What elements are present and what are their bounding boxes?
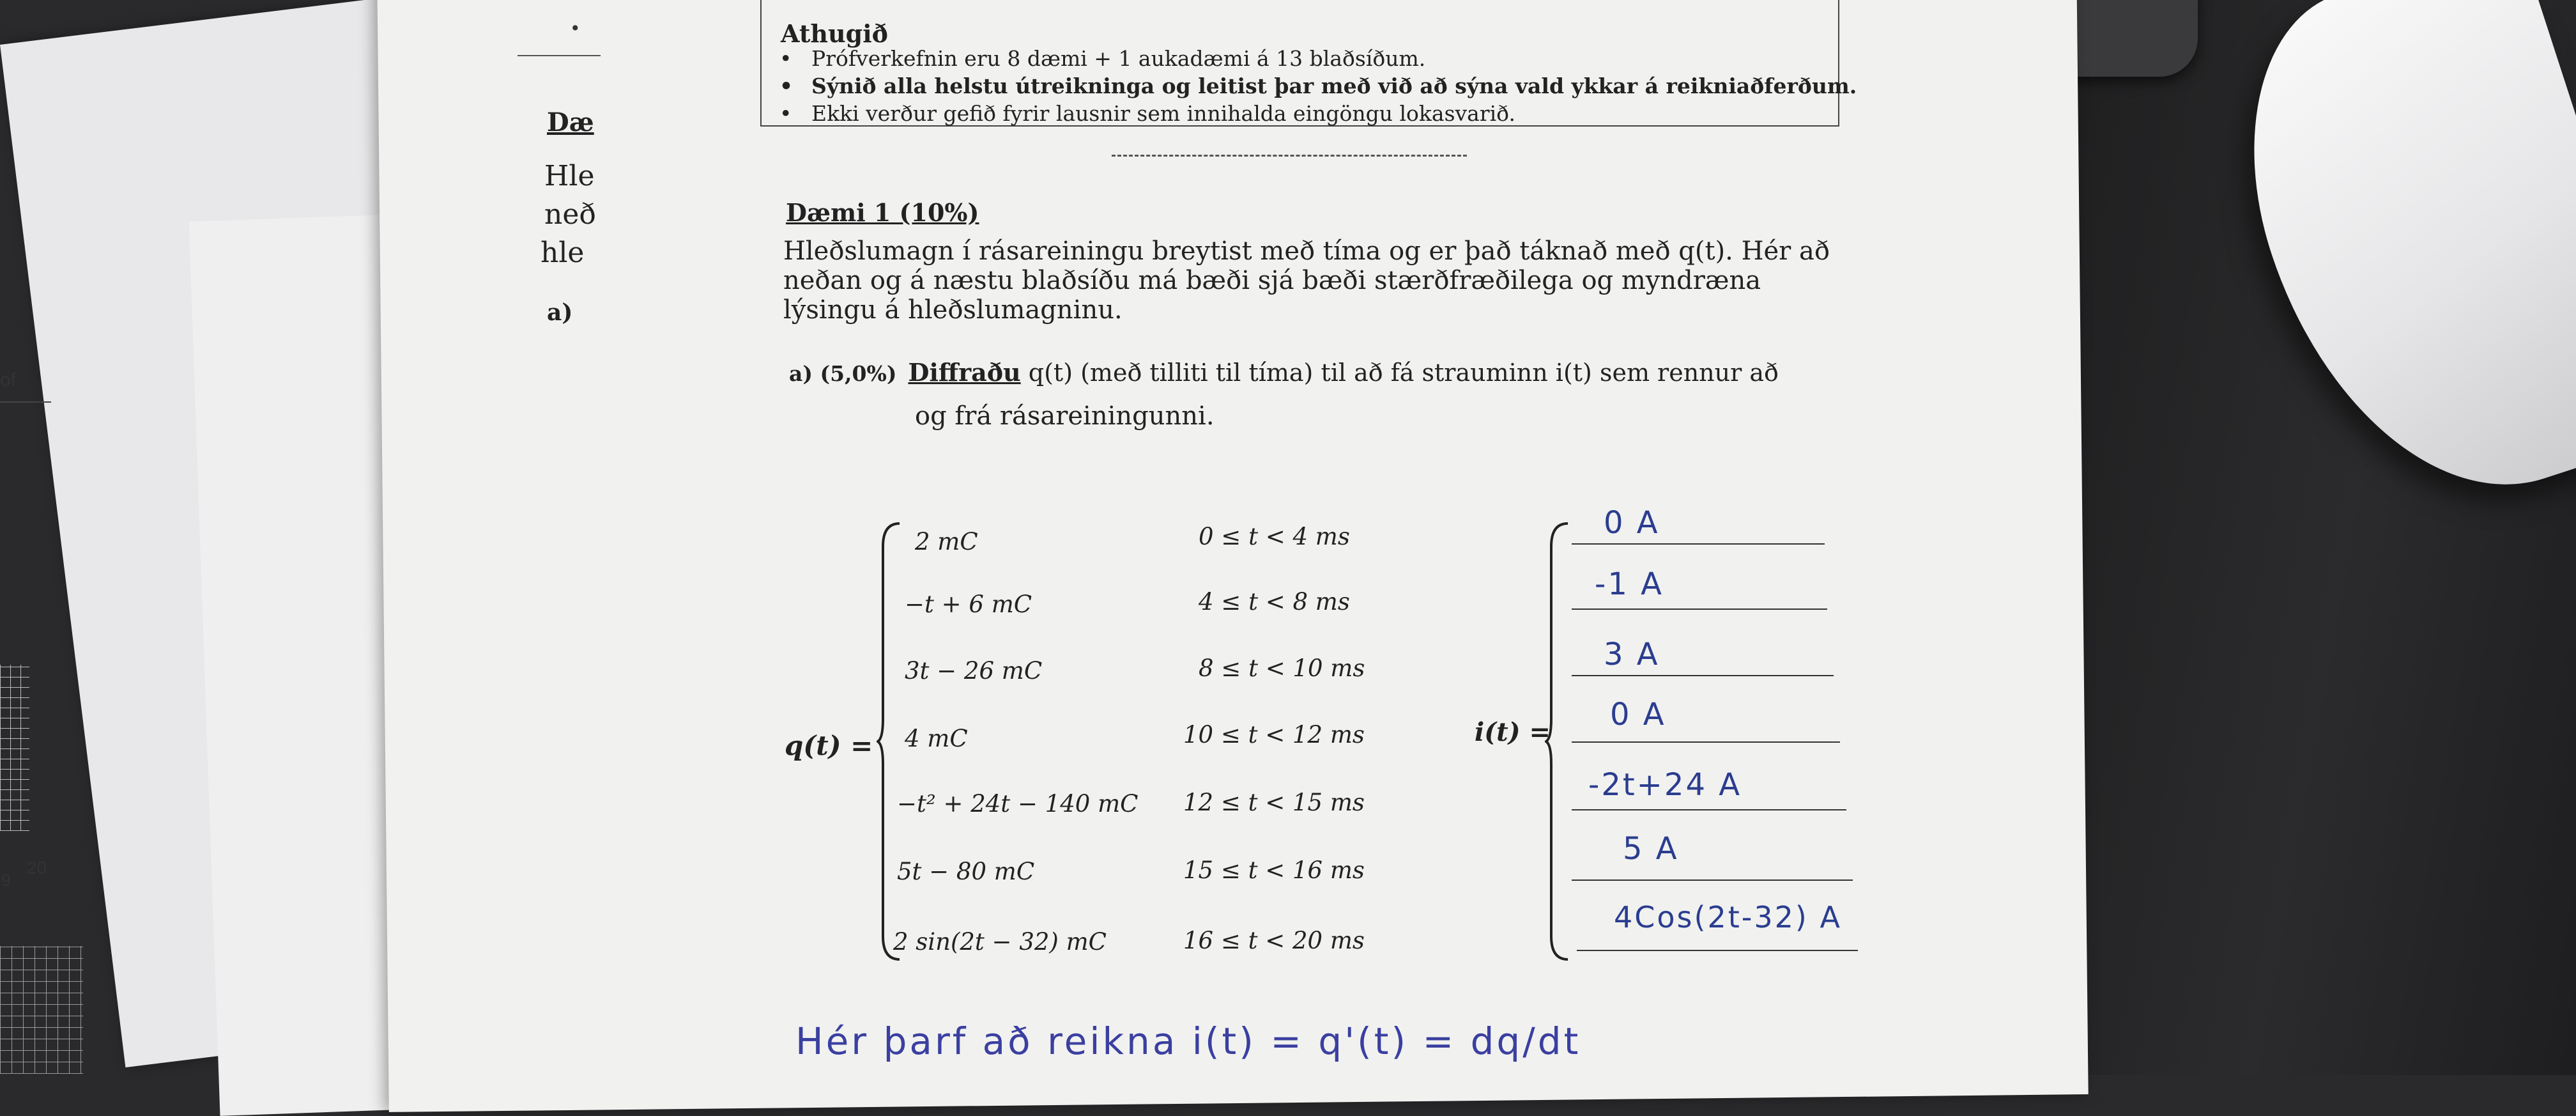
notice-bullet: • Sýnið alla helstu útreikninga og leitist þar með við að sýna vald ykkar á reikniaðferðum. xyxy=(811,72,1857,100)
answer-line xyxy=(1577,950,1858,951)
header-rule xyxy=(518,0,601,56)
q-piece-condition: 0 ≤ t < 4 ms xyxy=(1199,523,1350,550)
cut-text-fragment: Hle xyxy=(544,160,595,192)
q-piece-expression: 4 mC xyxy=(905,725,968,752)
notice-bullets xyxy=(811,45,1857,127)
dashed-rule xyxy=(1112,155,1467,157)
handwritten-answer: -2t+24 A xyxy=(1588,767,1742,803)
q-function-label: q(t) = xyxy=(785,730,873,761)
q-piece-expression: 2 mC xyxy=(915,528,978,555)
exercise-description: Hleðslumagn í rásareiningu breytist með tíma og er það táknað með q(t). Hér að neðan og á næstu blaðsíðu má bæði sjá bæði stærðfræðilega og myndræna lýsingu á hleðslumagninu. xyxy=(783,236,1830,325)
q-piece-expression: −t + 6 mC xyxy=(905,591,1032,618)
q-piece-condition: 12 ≤ t < 15 ms xyxy=(1183,789,1365,816)
answer-line xyxy=(1572,543,1825,545)
answer-line xyxy=(1572,880,1853,881)
handwritten-answer: 0 A xyxy=(1610,697,1666,732)
q-piece-expression: 3t − 26 mC xyxy=(905,657,1043,685)
part-a-text-continued: og frá rásareiningunni. xyxy=(915,401,1215,431)
paper-fragment-text: of xyxy=(0,369,17,391)
graph-paper-strip xyxy=(0,665,29,831)
q-piece-expression: 2 sin(2t − 32) mC xyxy=(893,928,1107,956)
part-a-verb: Diffraðu xyxy=(908,358,1021,387)
q-piece-condition: 16 ≤ t < 20 ms xyxy=(1183,927,1365,954)
q-left-brace xyxy=(877,521,902,962)
answer-line xyxy=(1572,675,1834,676)
q-piece-expression: 5t − 80 mC xyxy=(897,858,1035,885)
q-piece-condition: 4 ≤ t < 8 ms xyxy=(1199,588,1350,616)
cut-text-fragment: neð xyxy=(544,198,596,231)
handwritten-answer: 0 A xyxy=(1604,505,1660,541)
part-a-text: q(t) (með tilliti til tíma) til að fá strauminn i(t) sem rennur að xyxy=(1020,359,1779,387)
cut-part-label: a) xyxy=(547,299,573,326)
answer-line xyxy=(1572,741,1840,743)
answer-line xyxy=(1572,608,1827,610)
paper-fragment-line xyxy=(0,401,51,403)
q-piece-condition: 8 ≤ t < 10 ms xyxy=(1199,655,1365,682)
part-a-label: a) (5,0%) xyxy=(789,361,897,386)
part-a-question xyxy=(789,358,1779,387)
cut-heading-fragment: Dæ xyxy=(547,107,594,137)
q-piece-condition: 10 ≤ t < 12 ms xyxy=(1183,721,1365,748)
handwritten-answer: -1 A xyxy=(1595,566,1664,602)
answer-line xyxy=(1572,809,1846,810)
q-piece-condition: 15 ≤ t < 16 ms xyxy=(1183,856,1365,884)
q-piece-expression: −t² + 24t − 140 mC xyxy=(897,790,1138,818)
i-function-label: i(t) = xyxy=(1475,717,1551,747)
cut-text-fragment: hle xyxy=(540,236,585,269)
handwritten-answer: 5 A xyxy=(1623,831,1679,867)
handwritten-answer: 4Cos(2t-32) A xyxy=(1614,900,1842,934)
graph-paper-corner xyxy=(0,946,83,1074)
exercise-title: Dæmi 1 (10%) xyxy=(786,198,979,227)
notice-bullet: • Ekki verður gefið fyrir lausnir sem innihalda eingöngu lokasvarið. xyxy=(811,100,1857,127)
i-left-brace xyxy=(1545,521,1570,962)
paper-fragment-number-20: 20 xyxy=(27,858,47,878)
notice-title: Athugið xyxy=(781,19,888,48)
paper-fragment-number-9: 9 xyxy=(1,871,11,890)
handwritten-answer: 3 A xyxy=(1604,637,1660,672)
bullet-dot: • xyxy=(570,18,581,39)
notice-bullet: • Prófverkefnin eru 8 dæmi + 1 aukadæmi á 13 blaðsíðum. xyxy=(811,45,1857,72)
handwritten-note: Hér þarf að reikna i(t) = q'(t) = dq/dt xyxy=(795,1019,1581,1063)
